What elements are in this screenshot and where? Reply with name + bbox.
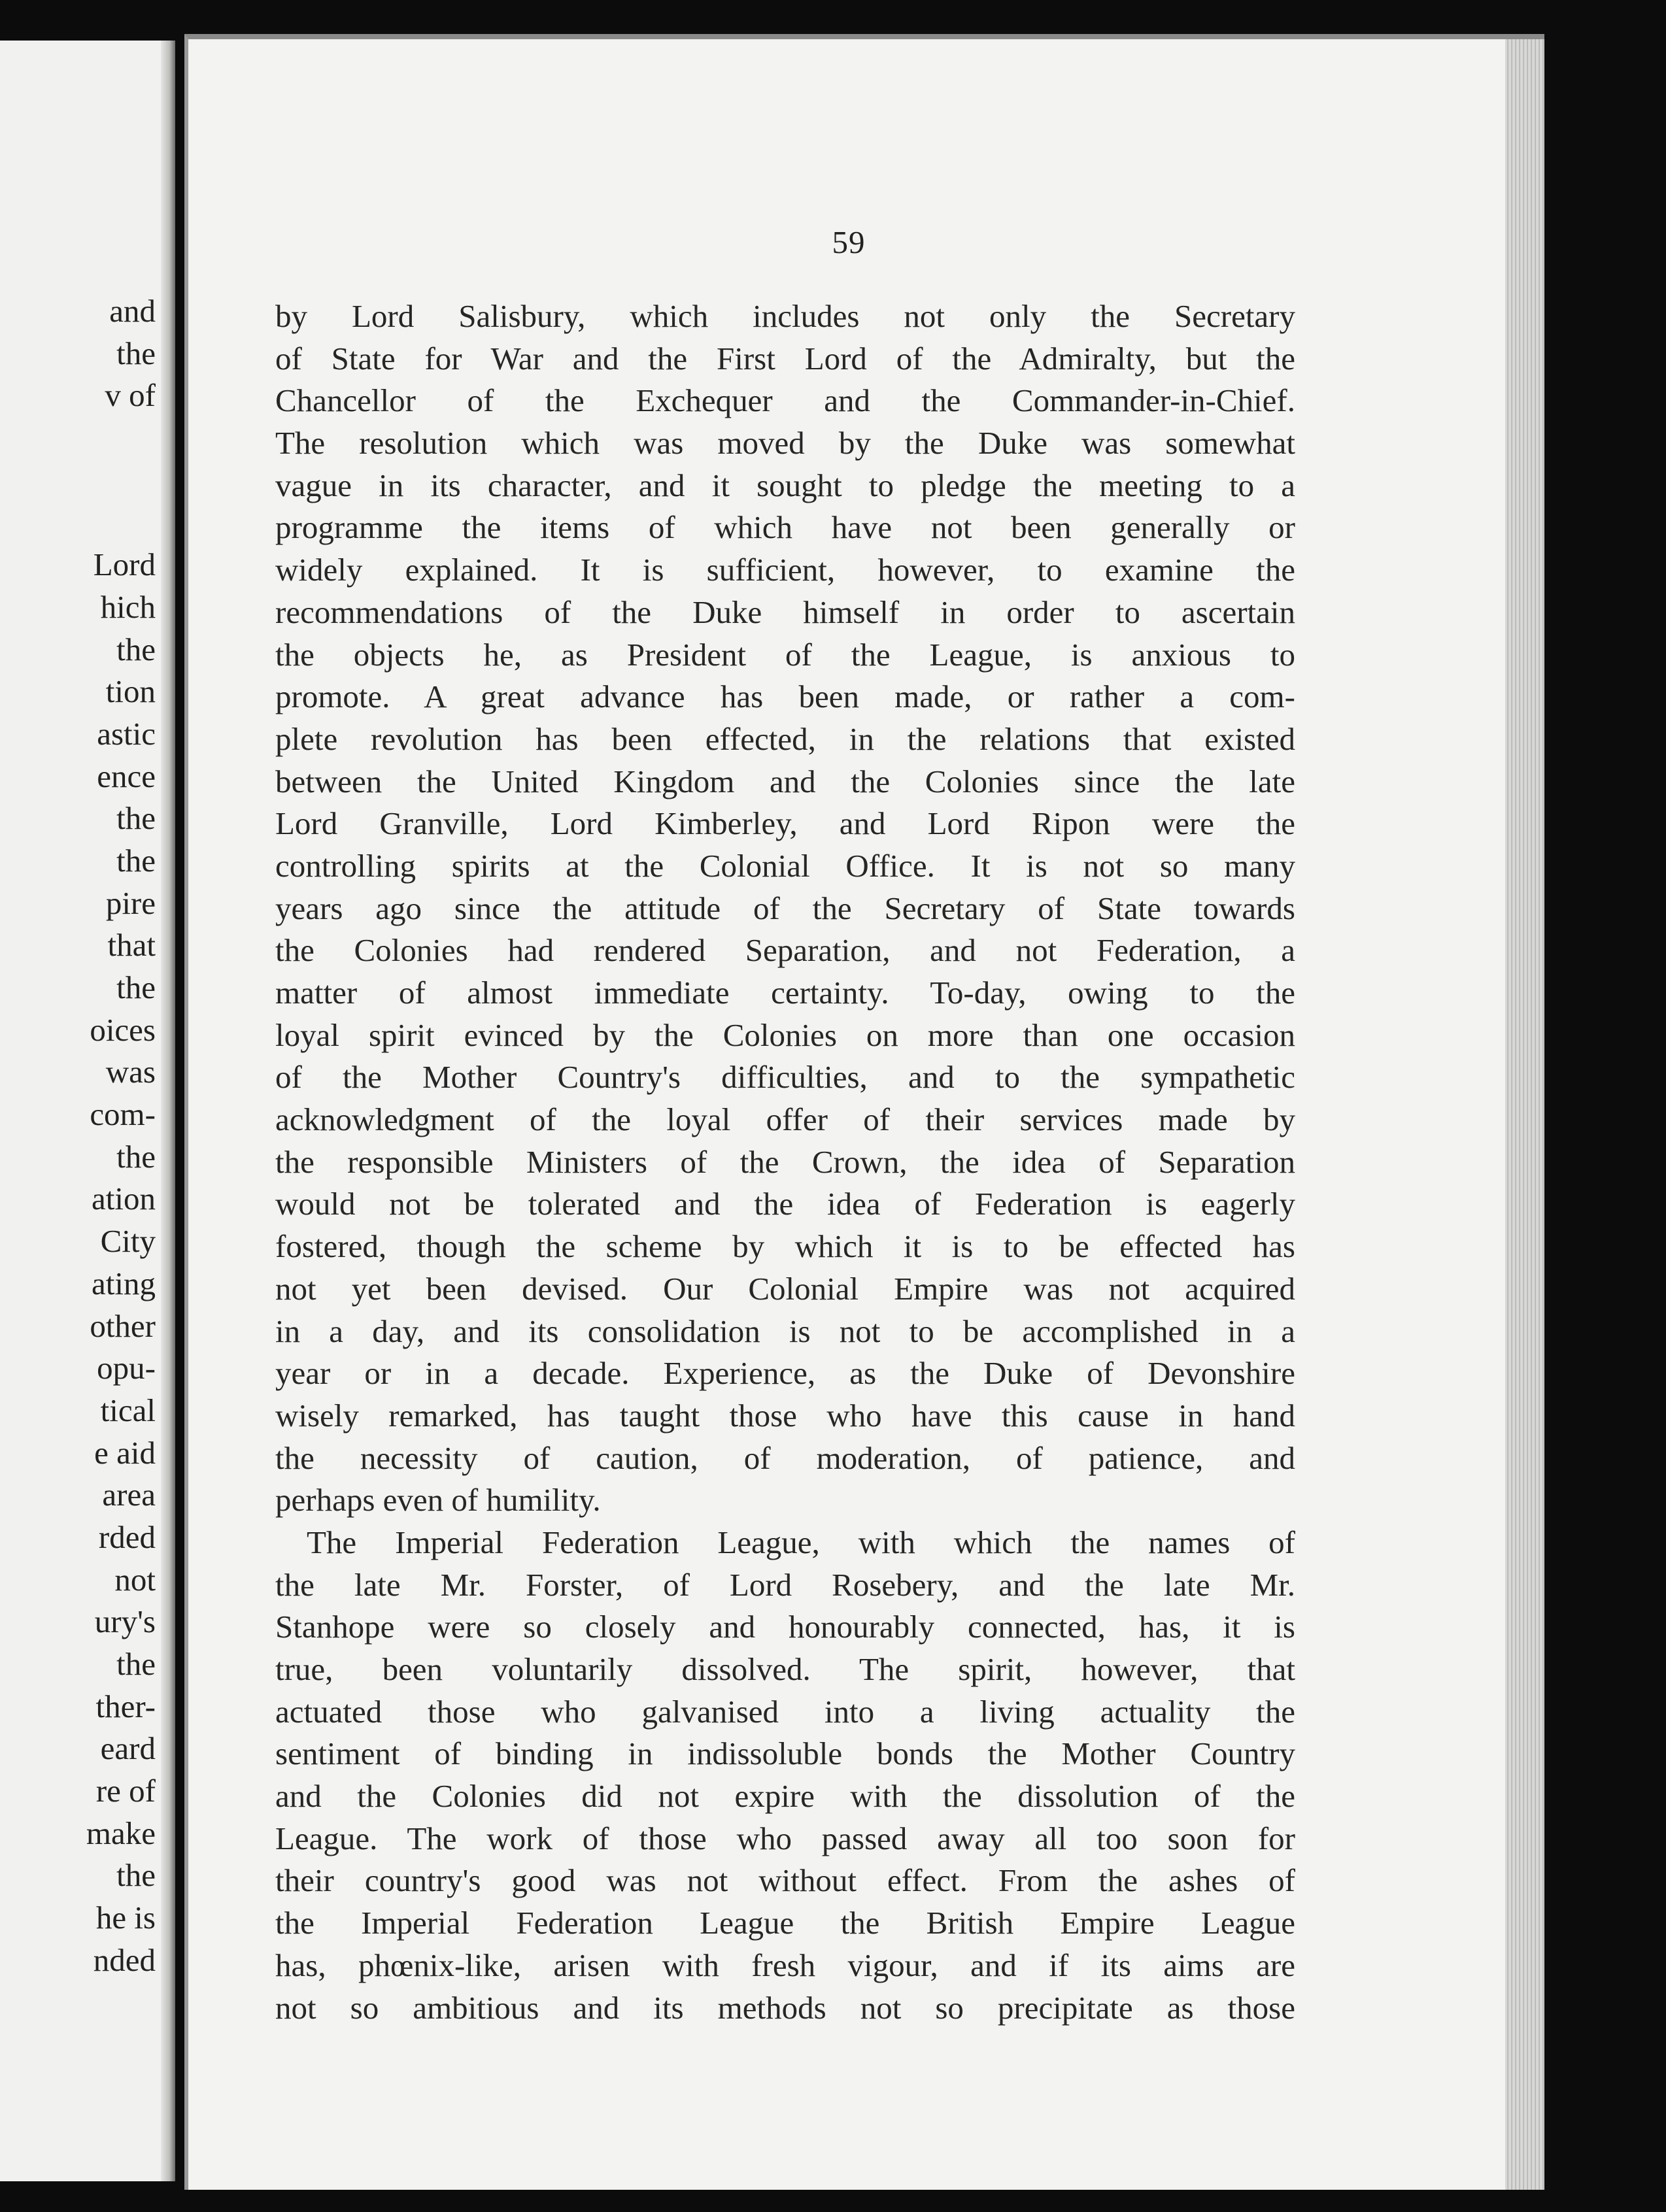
- text-line: recommendations of the Duke himself in order to ascertain: [275, 594, 1295, 630]
- left-facing-page: [0, 41, 175, 2181]
- left-page-fragment: ence: [97, 758, 156, 794]
- text-line: The resolution which was moved by the Duke was somewhat: [275, 425, 1295, 461]
- left-page-fragment: the: [116, 1857, 156, 1894]
- text-line: Stanhope were so closely and honourably connected, has, it is: [275, 1609, 1295, 1645]
- left-page-fragment: the: [116, 631, 156, 667]
- text-line: the Imperial Federation League the British Empire League: [275, 1905, 1295, 1941]
- left-page-fragment: com-: [90, 1096, 156, 1133]
- left-page-fragment: ther-: [95, 1688, 156, 1724]
- left-page-fragment: the: [116, 1646, 156, 1682]
- text-line: between the United Kingdom and the Colonies since the late: [275, 763, 1295, 799]
- left-page-fragment: rded: [98, 1518, 156, 1555]
- text-line: fostered, though the scheme by which it is to be effected has: [275, 1228, 1295, 1265]
- left-page-fragment: v of: [105, 377, 156, 414]
- left-page-fragment: opu-: [97, 1350, 156, 1386]
- left-page-fragment: and: [109, 293, 156, 329]
- left-page-fragment: re of: [95, 1773, 156, 1809]
- text-line: of the Mother Country's difficulties, and to the sympathetic: [275, 1059, 1295, 1096]
- left-page-fragment: Lord: [93, 546, 156, 583]
- text-line: plete revolution has been effected, in the relations that existed: [275, 720, 1295, 757]
- text-line: loyal spirit evinced by the Colonies on more than one occasion: [275, 1016, 1295, 1053]
- left-page-fragment: the: [116, 335, 156, 371]
- text-line: programme the items of which have not been generally or: [275, 509, 1295, 546]
- left-page-text-fragments: [86, 290, 156, 1982]
- left-page-fragment: [86, 417, 156, 460]
- text-line: acknowledgment of the loyal offer of their services made by: [275, 1101, 1295, 1138]
- text-line: The Imperial Federation League, with which the names of: [307, 1524, 1295, 1560]
- text-line: of State for War and the First Lord of the Admiralty, but the: [275, 340, 1295, 377]
- left-page-fragment: hich: [100, 588, 156, 625]
- text-line: by Lord Salisbury, which includes not only the Secretary: [275, 298, 1295, 334]
- text-line: matter of almost immediate certainty. To-day, owing to the: [275, 975, 1295, 1011]
- text-line: widely explained. It is sufficient, however, to examine the: [275, 552, 1295, 588]
- text-line: the late Mr. Forster, of Lord Rosebery, and the late Mr.: [275, 1566, 1295, 1603]
- text-line: has, phœnix-like, arisen with fresh vigour, and if its aims are: [275, 1947, 1295, 1983]
- text-line: the Colonies had rendered Separation, and not Federation, a: [275, 932, 1295, 969]
- text-line: year or in a decade. Experience, as the Duke of Devonshire: [275, 1355, 1295, 1392]
- left-page-fragment: City: [100, 1223, 156, 1260]
- left-page-gutter-shadow: [161, 41, 175, 2181]
- text-line: promote. A great advance has been made, or rather a com-: [275, 679, 1295, 715]
- text-line: sentiment of binding in indissoluble bonds the Mother Country: [275, 1735, 1295, 1772]
- text-line: would not be tolerated and the idea of Federation is eagerly: [275, 1186, 1295, 1222]
- left-page-fragment: area: [102, 1477, 156, 1513]
- text-line: not so ambitious and its methods not so precipitate as those: [275, 1989, 1295, 2026]
- left-page-fragment: the: [116, 1138, 156, 1175]
- left-page-fragment: make: [86, 1815, 156, 1851]
- text-line: perhaps even of humility.: [275, 1482, 601, 1518]
- text-line: the necessity of caution, of moderation, of patience, and: [275, 1439, 1295, 1476]
- left-page-fragment: was: [105, 1054, 156, 1090]
- left-page-fragment: other: [90, 1307, 156, 1344]
- page-number: 59: [832, 224, 866, 260]
- body-text: [275, 295, 1295, 2029]
- text-line: Lord Granville, Lord Kimberley, and Lord Ripon were the: [275, 805, 1295, 842]
- text-line: League. The work of those who passed away all too soon for: [275, 1820, 1295, 1856]
- page-edges: [1505, 39, 1544, 2190]
- text-line: the objects he, as President of the League, is anxious to: [275, 636, 1295, 673]
- left-page-fragment: the: [116, 842, 156, 879]
- text-line: wisely remarked, has taught those who have this cause in hand: [275, 1397, 1295, 1433]
- left-page-fragment: oices: [90, 1011, 156, 1048]
- left-page-fragment: ating: [92, 1265, 156, 1301]
- text-line: controlling spirits at the Colonial Office. It is not so many: [275, 847, 1295, 884]
- left-page-fragment: astic: [97, 715, 156, 752]
- left-page-fragment: ury's: [94, 1603, 156, 1640]
- right-page: [184, 34, 1544, 2190]
- left-page-fragment: e aid: [94, 1434, 156, 1471]
- left-page-fragment: the: [116, 800, 156, 837]
- left-page-fragment: the: [116, 969, 156, 1005]
- left-page-fragment: pire: [105, 884, 156, 921]
- left-page-fragment: nded: [93, 1941, 156, 1978]
- text-line: in a day, and its consolidation is not to be accomplished in a: [275, 1313, 1295, 1349]
- left-page-fragment: he is: [95, 1900, 156, 1936]
- text-line: their country's good was not without effect. From the ashes of: [275, 1862, 1295, 1899]
- left-page-fragment: eard: [100, 1730, 156, 1767]
- text-line: not yet been devised. Our Colonial Empire was not acquired: [275, 1270, 1295, 1307]
- left-page-fragment: tical: [100, 1392, 156, 1428]
- left-page-fragment: not: [114, 1561, 156, 1598]
- text-line: Chancellor of the Exchequer and the Commander-in-Chief.: [275, 382, 1295, 419]
- left-page-fragment: ation: [92, 1181, 156, 1217]
- left-page-fragment: [86, 460, 156, 502]
- left-page-fragment: tion: [105, 673, 156, 710]
- text-line: vague in its character, and it sought to pledge the meeting to a: [275, 467, 1295, 503]
- left-page-fragment: that: [107, 927, 156, 964]
- text-line: actuated those who galvanised into a living actuality the: [275, 1693, 1295, 1730]
- text-line: the responsible Ministers of the Crown, the idea of Separation: [275, 1143, 1295, 1180]
- text-line: years ago since the attitude of the Secretary of State towards: [275, 890, 1295, 926]
- text-line: true, been voluntarily dissolved. The spirit, however, that: [275, 1651, 1295, 1687]
- text-line: and the Colonies did not expire with the dissolution of the: [275, 1778, 1295, 1815]
- left-page-fragment: [86, 501, 156, 544]
